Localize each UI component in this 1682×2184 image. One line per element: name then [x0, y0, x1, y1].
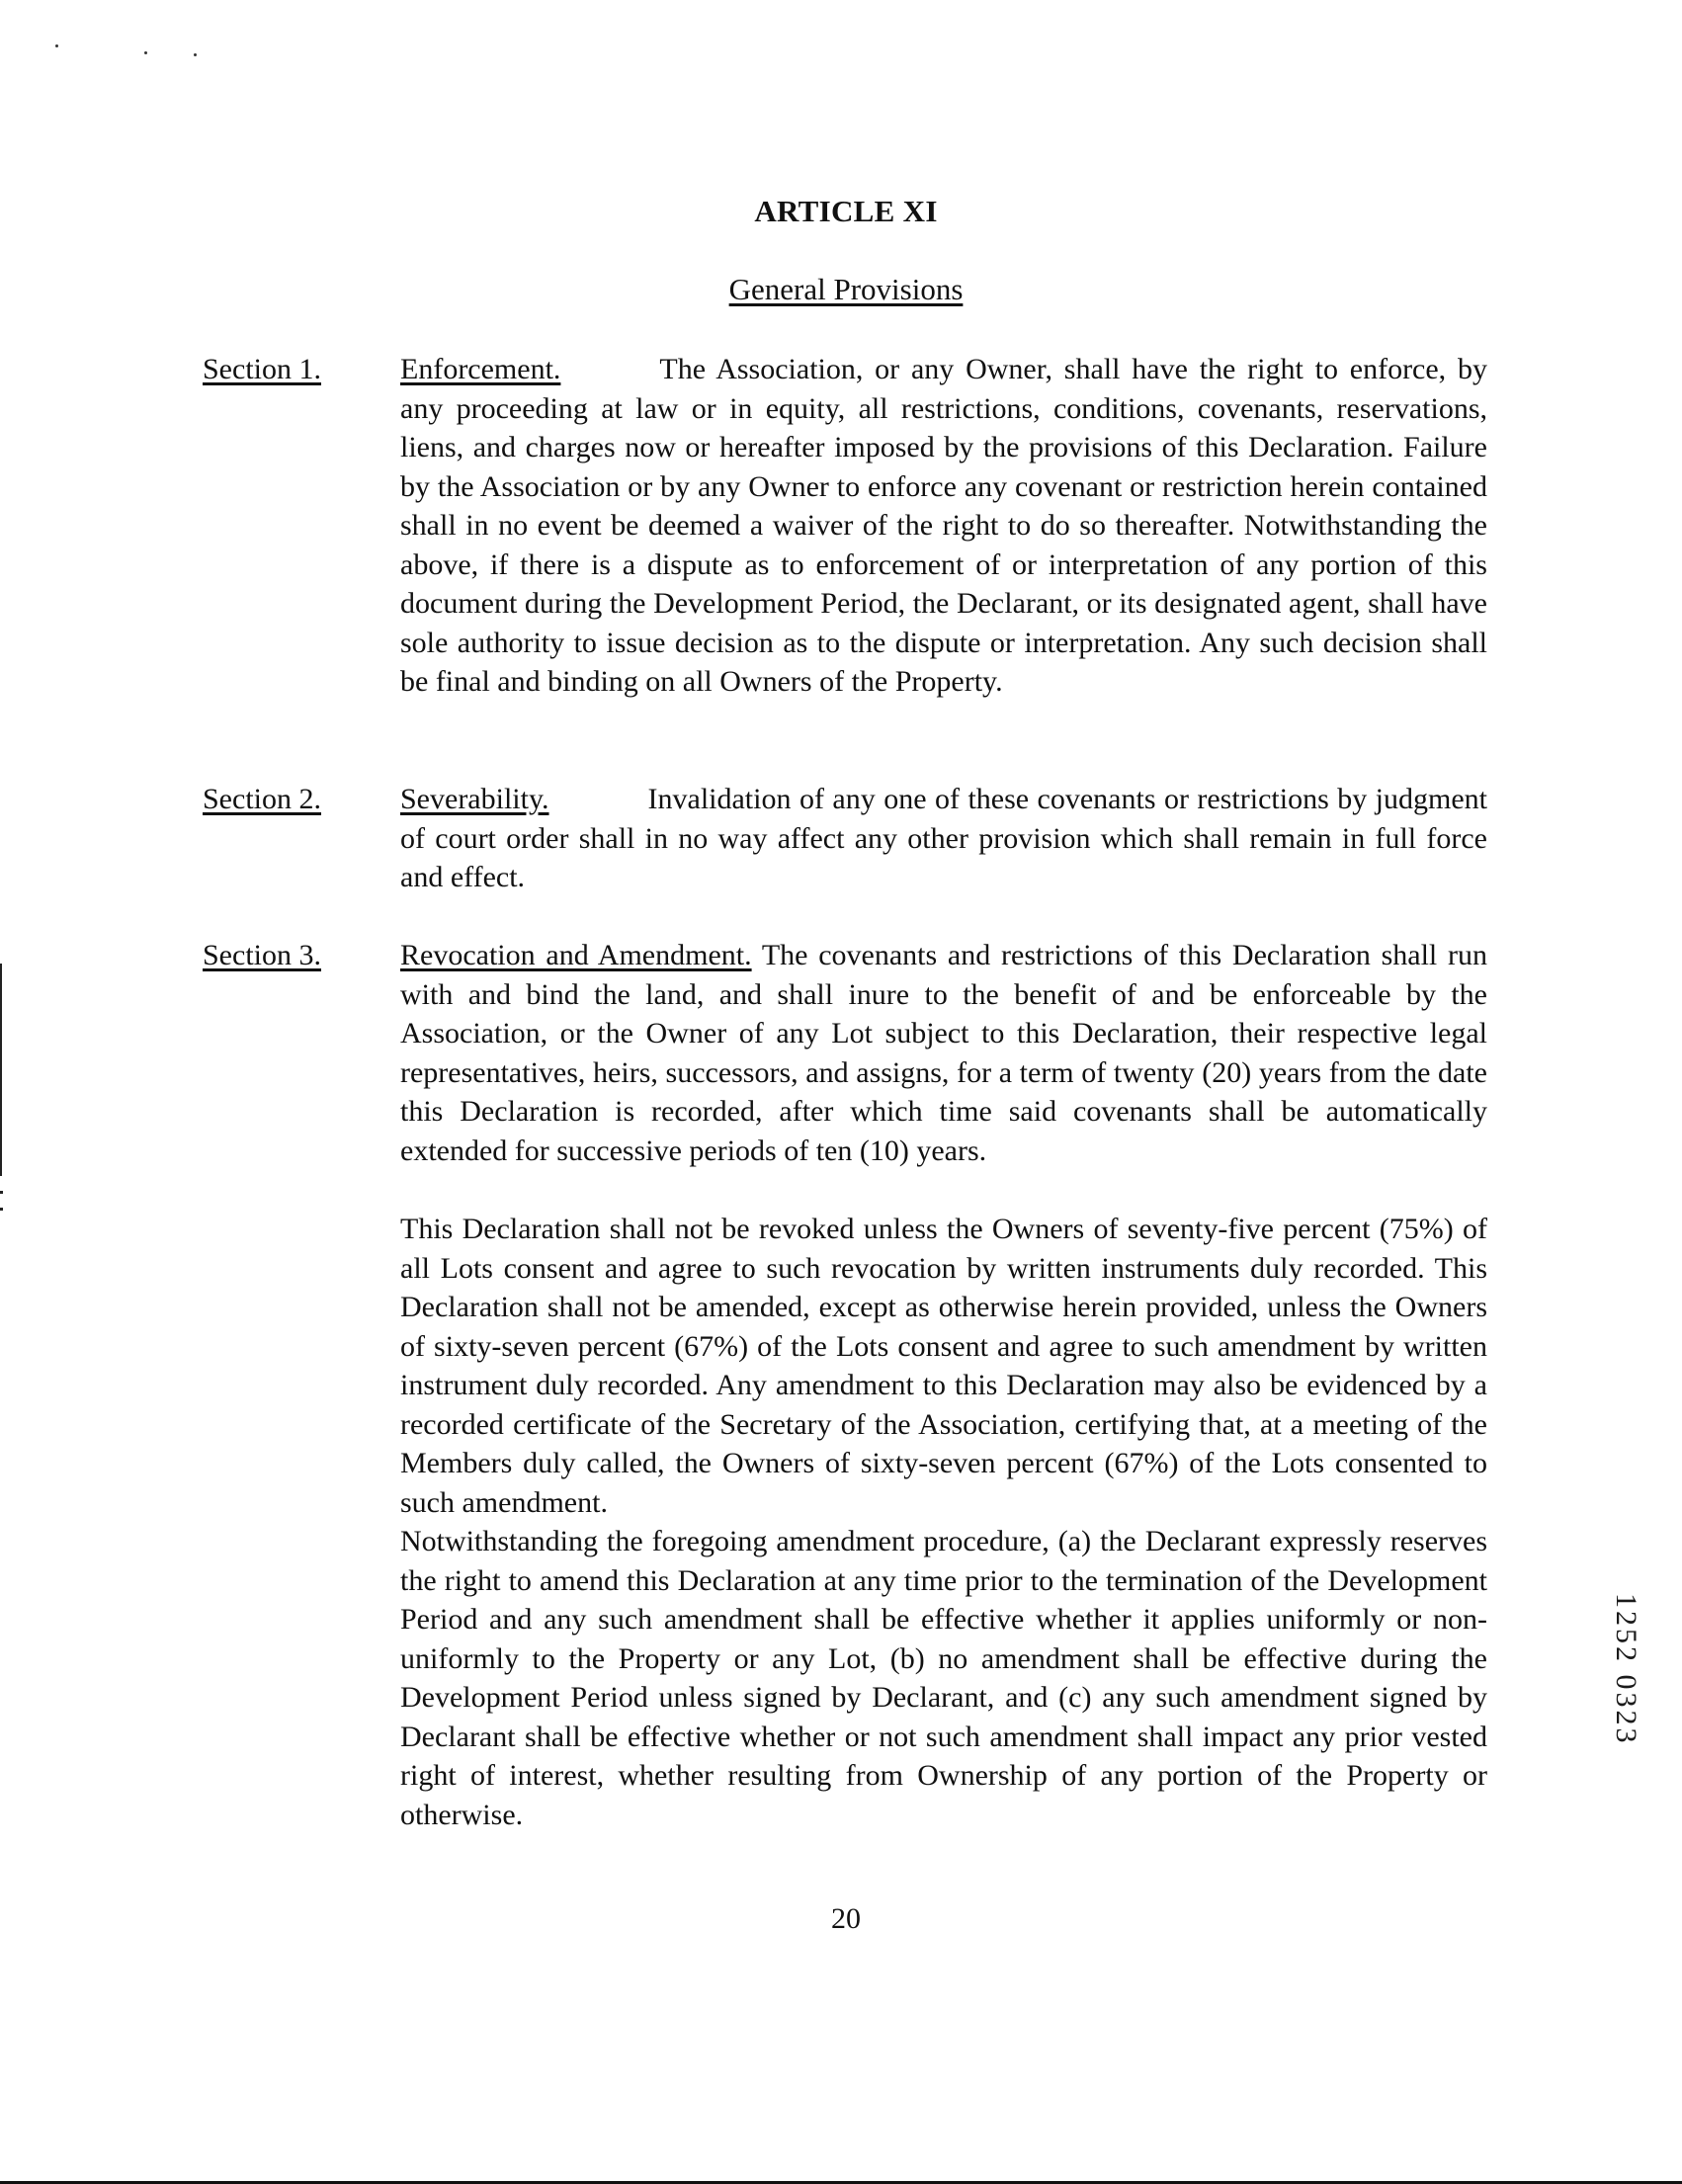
scan-edge-line	[0, 964, 2, 1176]
section-heading: Severability.	[400, 783, 549, 815]
scan-edge-tick	[0, 1191, 3, 1194]
section-label: Section 3.	[203, 939, 321, 971]
section-text: Invalidation of any one of these covenants or restrictions by judgment of court order shall in no way affect any other provision which shall remain in full force and effect.	[400, 783, 1487, 893]
section-heading: Enforcement.	[400, 353, 561, 385]
section-text: The Association, or any Owner, shall have the right to enforce, by any proceeding at law or in equity, all restrictions, conditions, covenants, reservations, liens, and charges now or hereafter imposed by the provisions of this Declaration. Failure by the Association or by any Owner to enforce any covenant or restriction herein contained shall in no event be deemed a waiver of the right to do so thereafter. Notwithstanding the above, if there is a dispute as to enforcement of or interpretation of any portion of this document during the Development Period, the Declarant, or its designated agent, shall have sole authority to issue decision as to the dispute or interpretation. Any such decision shall be final and binding on all Owners of the Property.	[400, 353, 1487, 698]
section-body	[400, 936, 1487, 1170]
section-heading: Revocation and Amendment.	[400, 939, 752, 971]
paragraph-revocation: This Declaration shall not be revoked unless the Owners of seventy-five percent (75%) of all Lots consent and agree to such revocation by written instruments duly recorded. This Declaration shall not be amended, except as otherwise herein provided, unless the Owners of sixty-seven percent (67%) of the Lots consent and agree to such amendment by written instrument duly recorded. Any amendment to this Declaration may also be evidenced by a recorded certificate of the Secretary of the Association, certifying that, at a meeting of the Members duly called, the Owners of sixty-seven percent (67%) of the Lots consented to such amendment.	[400, 1213, 1487, 1519]
article-subtitle: General Provisions	[728, 272, 964, 306]
section-body	[400, 350, 1487, 702]
scan-artifact	[144, 51, 147, 54]
scan-artifact	[55, 44, 58, 47]
article-title: ARTICLE XI	[754, 194, 938, 228]
scan-edge-tick	[0, 1208, 3, 1211]
section-text: The covenants and restrictions of this Declaration shall run with and bind the land, and shall inure to the benefit of and be enforceable by the Association, or the Owner of any Lot subject to this Declaration, their respective legal representatives, heirs, successors, and assigns, for a term of twenty (20) years from the date this Declaration is recorded, after which time said covenants shall be automatically extended for successive periods of ten (10) years.	[400, 939, 1487, 1167]
page-number: 20	[831, 1902, 861, 1935]
section-body	[400, 780, 1487, 897]
paragraph-declarant-amendment: Notwithstanding the foregoing amendment procedure, (a) the Declarant expressly reserves the right to amend this Declaration at any time prior to the termination of the Development Period and any such amendment shall be effective whether it applies uniformly or non-uniformly to the Property or any Lot, (b) no amendment shall be effective during the Development Period unless signed by Declarant, and (c) any such amendment signed by Declarant shall be effective whether or not such amendment shall impact any prior vested right of interest, whether resulting from Ownership of any portion of the Property or otherwise.	[400, 1525, 1487, 1831]
section-label: Section 2.	[203, 783, 321, 815]
scan-artifact	[194, 53, 197, 56]
document-stamp: 1252 0323	[1610, 1593, 1642, 1746]
section-label: Section 1.	[203, 353, 321, 385]
